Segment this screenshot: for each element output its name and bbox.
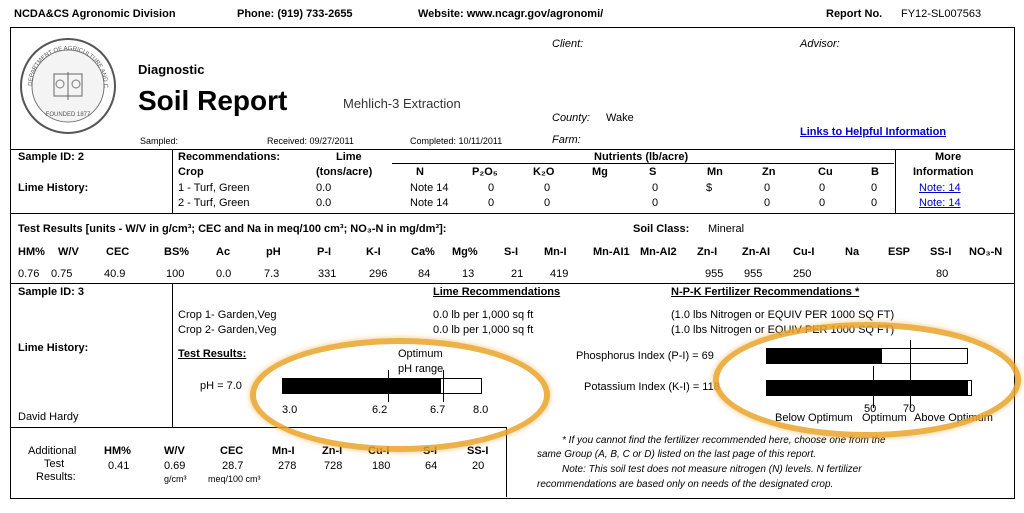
test-val: 40.9 (104, 268, 126, 280)
test-col: K-I (366, 246, 381, 258)
p-index-label: Phosphorus Index (P-I) = 69 (576, 350, 714, 362)
rec-p: 0 (488, 182, 495, 194)
sample3-id: Sample ID: 3 (18, 286, 85, 298)
unit-cec: meq/100 cm³ (208, 474, 261, 484)
k-index-label: Potassium Index (K-I) = 118 (584, 381, 720, 393)
test-val: 250 (793, 268, 812, 280)
add-val: 0.69 (164, 460, 186, 472)
ncda-seal-icon (18, 36, 118, 136)
org-name: NCDA&CS Agronomic Division (14, 8, 176, 20)
npk-rec2: (1.0 lbs Nitrogen or EQUIV PER 1000 SQ FT) (671, 324, 895, 336)
optimum-index: Optimum (862, 412, 907, 424)
nutrient-col: Mg (592, 166, 608, 178)
add-val: 64 (425, 460, 438, 472)
client-label: Client: (552, 38, 584, 50)
recommendations-header: Recommendations: (178, 151, 281, 163)
test-val: 296 (369, 268, 388, 280)
crop2: Crop 2- Garden,Veg (178, 324, 277, 336)
rec-b: 0 (871, 197, 878, 209)
rec-s: 0 (652, 182, 659, 194)
add-col: Mn-I (272, 445, 295, 457)
soil-class-label: Soil Class: (633, 223, 690, 235)
nutrients-header: Nutrients (lb/acre) (594, 151, 689, 163)
index-tick: 70 (903, 403, 916, 415)
rec-mn: $ (706, 182, 713, 194)
rec-zn: 0 (764, 197, 771, 209)
additional-label: Test (44, 458, 65, 470)
test-val: 84 (418, 268, 431, 280)
add-col: Cu-I (368, 445, 390, 457)
test-col: W/V (58, 246, 79, 258)
optimum-label: Optimum (398, 348, 443, 360)
ph-value-label: pH = 7.0 (200, 380, 242, 392)
ph-tick: 6.2 (372, 404, 388, 416)
phone: Phone: (919) 733-2655 (237, 8, 353, 20)
rec-zn: 0 (764, 182, 771, 194)
test-col: P-I (317, 246, 332, 258)
test-results-heading: Test Results: (178, 348, 247, 360)
report-label: Report No. (826, 8, 883, 20)
test-col: Zn-AI (742, 246, 771, 258)
sampled-label: Sampled: (140, 136, 179, 146)
lime-rec2: 0.0 lb per 1,000 sq ft (433, 324, 534, 336)
rec-p: 0 (488, 197, 495, 209)
info-header: Information (913, 166, 974, 178)
add-col: S-I (423, 445, 438, 457)
ph-tick: 3.0 (282, 404, 298, 416)
test-results-label: Test Results [units - W/V in g/cm³; CEC and Na in meq/100 cm³; NO₃-N in mg/dm³]: (18, 223, 447, 235)
test-val: 21 (511, 268, 524, 280)
test-val: 419 (550, 268, 569, 280)
soil-report-title: Soil Report (138, 85, 288, 116)
nutrient-col: Zn (762, 166, 776, 178)
add-val: 0.41 (108, 460, 130, 472)
test-col: NO₃-N (969, 246, 1003, 258)
add-col: CEC (220, 445, 244, 457)
lime-units: (tons/acre) (316, 166, 373, 178)
helpful-links[interactable]: Links to Helpful Information (800, 126, 947, 138)
test-val: 955 (705, 268, 724, 280)
test-col: Na (845, 246, 860, 258)
advisor-label: Advisor: (800, 38, 840, 50)
divider (10, 283, 1014, 284)
additional-label: Results: (36, 471, 76, 483)
additional-label: Additional (28, 445, 77, 457)
test-col: Mn-I (544, 246, 567, 258)
rec-cu: 0 (819, 197, 826, 209)
unit-wv: g/cm³ (164, 474, 187, 484)
footnote-line: Note: This soil test does not measure nitrogen (N) levels. N fertilizer (562, 464, 862, 475)
rec-s: 0 (652, 197, 659, 209)
test-val: 331 (318, 268, 337, 280)
test-col: S-I (504, 246, 519, 258)
rec-lime: 0.0 (316, 197, 332, 209)
test-col: pH (266, 246, 281, 258)
highlight-oval-ph (250, 338, 550, 452)
ph-tick: 6.7 (430, 404, 446, 416)
npk-header: N-P-K Fertilizer Recommendations * (671, 286, 860, 298)
crop-header: Crop (178, 166, 204, 178)
add-val: 28.7 (222, 460, 244, 472)
nutrient-col: B (871, 166, 879, 178)
nutrient-col: S (649, 166, 657, 178)
more-header: More (935, 151, 962, 163)
test-col: CEC (106, 246, 130, 258)
rec-k: 0 (544, 197, 551, 209)
rec-crop: 2 - Turf, Green (178, 197, 250, 209)
rec-lime: 0.0 (316, 182, 332, 194)
rec-cu: 0 (819, 182, 826, 194)
farm-label: Farm: (552, 134, 581, 146)
ph-tick: 8.0 (473, 404, 489, 416)
test-col: Ca% (411, 246, 435, 258)
diagnostic-label: Diagnostic (138, 62, 205, 77)
note-link[interactable]: Note: 14 (919, 197, 961, 209)
test-col: Mg% (452, 246, 478, 258)
svg-text:DEPARTMENT OF AGRICULTURE AND: DEPARTMENT OF AGRICULTURE AND C (27, 45, 109, 88)
rec-b: 0 (871, 182, 878, 194)
highlight-oval-pk (713, 322, 1021, 438)
add-col: HM% (104, 445, 131, 457)
sample2-lime-history: Lime History: (18, 182, 89, 194)
test-val: 80 (936, 268, 949, 280)
footnote-line: same Group (A, B, C or D) listed on the last page of this report. (537, 449, 817, 460)
note-link[interactable]: Note: 14 (919, 182, 961, 194)
add-val: 20 (472, 460, 485, 472)
county-label: County: (552, 112, 590, 124)
divider (506, 427, 507, 497)
index-tick: 50 (864, 403, 877, 415)
received-date: Received: 09/27/2011 (267, 136, 354, 146)
add-col: W/V (164, 445, 185, 457)
test-col: Zn-I (697, 246, 718, 258)
nutrient-col: Mn (707, 166, 723, 178)
extraction-method: Mehlich-3 Extraction (343, 96, 461, 111)
crop1: Crop 1- Garden,Veg (178, 309, 277, 321)
test-col: HM% (18, 246, 45, 258)
rec-k: 0 (544, 182, 551, 194)
npk-rec1: (1.0 lbs Nitrogen or EQUIV PER 1000 SQ FT) (671, 309, 895, 321)
ph-range-label: pH range (398, 363, 444, 375)
add-val: 728 (324, 460, 343, 472)
divider (10, 213, 1014, 214)
test-col: BS% (164, 246, 190, 258)
test-col: Ac (216, 246, 231, 258)
nutrient-col: N (416, 166, 424, 178)
footnote-line: * If you cannot find the fertilizer recommended here, choose one from the (562, 435, 886, 446)
rec-n: Note 14 (410, 197, 449, 209)
footnote-line: recommendations are based only on needs of the designated crop. (537, 479, 834, 490)
completed-date: Completed: 10/11/2011 (410, 136, 503, 146)
rec-crop: 1 - Turf, Green (178, 182, 250, 194)
county-value: Wake (606, 112, 634, 124)
sample2-id: Sample ID: 2 (18, 151, 85, 163)
lime-header: Lime (336, 151, 362, 163)
soil-class-value: Mineral (708, 223, 745, 235)
test-val: 0.76 (18, 268, 40, 280)
add-val: 180 (372, 460, 391, 472)
add-col: Zn-I (322, 445, 343, 457)
analyst-name: David Hardy (18, 411, 79, 423)
test-val: 955 (744, 268, 763, 280)
lime-rec1: 0.0 lb per 1,000 sq ft (433, 309, 534, 321)
test-col: Mn-AI2 (640, 246, 677, 258)
divider (172, 149, 173, 213)
below-optimum: Below Optimum (775, 412, 853, 424)
report-number: FY12-SL007563 (901, 8, 982, 20)
above-optimum: Above Optimum (914, 412, 993, 424)
test-col: ESP (888, 246, 911, 258)
nutrient-col: K₂O (533, 166, 555, 178)
test-val: 100 (166, 268, 185, 280)
test-val: 0.0 (216, 268, 232, 280)
rec-n: Note 14 (410, 182, 449, 194)
test-val: 0.75 (51, 268, 73, 280)
divider (895, 149, 896, 213)
lime-rec-header: Lime Recommendations (433, 286, 561, 298)
divider (392, 163, 894, 164)
add-val: 278 (278, 460, 297, 472)
divider (10, 149, 1014, 150)
website: Website: www.ncagr.gov/agronomi/ (418, 8, 604, 20)
svg-text:FOUNDED 1877: FOUNDED 1877 (45, 112, 91, 118)
test-val: 13 (462, 268, 475, 280)
divider (172, 283, 173, 427)
nutrient-col: Cu (818, 166, 833, 178)
test-val: 7.3 (264, 268, 280, 280)
test-col: Mn-AI1 (593, 246, 630, 258)
nutrient-col: P₂O₅ (472, 166, 498, 178)
add-col: SS-I (467, 445, 489, 457)
sample3-lime-history: Lime History: (18, 342, 89, 354)
test-col: SS-I (930, 246, 952, 258)
test-col: Cu-I (793, 246, 815, 258)
